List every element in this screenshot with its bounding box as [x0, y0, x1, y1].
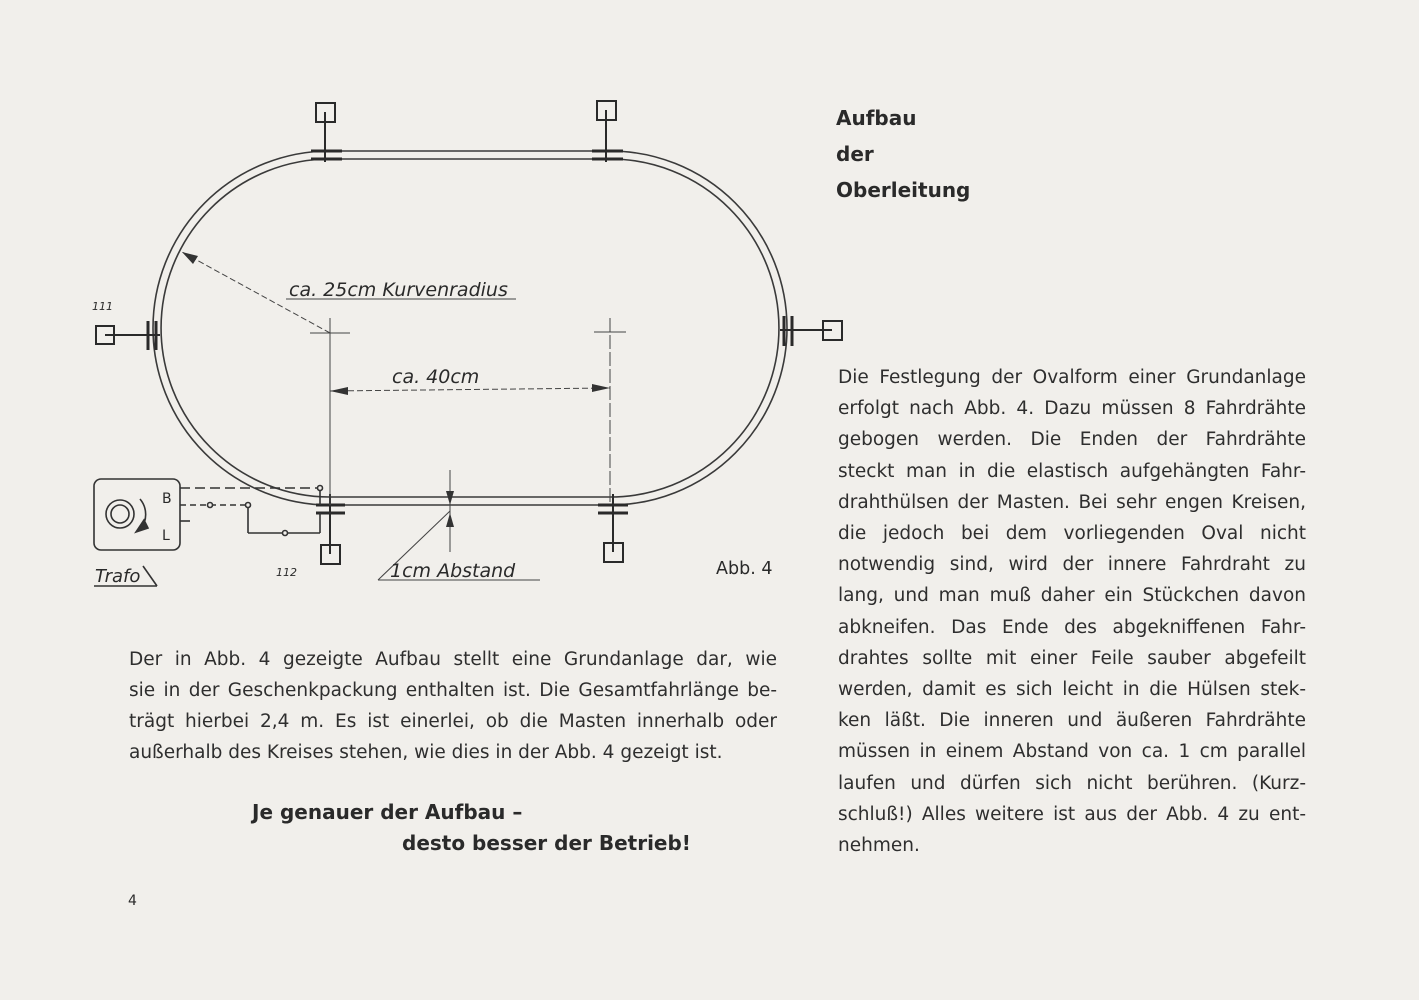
text-line: werden, damit es sich leicht in die Hülsen stek-	[838, 679, 1306, 701]
text-line: die jedoch bei dem vorliegenden Oval nicht	[838, 523, 1306, 545]
text-line: außerhalb des Kreises stehen, wie dies in der Abb. 4 gezeigt ist.	[129, 742, 723, 763]
text-line: schluß!) Alles weitere ist aus der Abb. 4 zu ent-	[838, 803, 1306, 825]
text-line: laufen und dürfen sich nicht berühren. (Kurz-	[838, 772, 1306, 794]
heading-line: Oberleitung	[836, 178, 971, 202]
gap-label: 1cm Abstand	[390, 560, 516, 582]
text-line: ken läßt. Die inneren und äußeren Fahrdrähte	[838, 710, 1306, 732]
text-line: nehmen.	[838, 835, 920, 857]
text-line: drahthülsen der Masten. Bei sehr engen Kreisen,	[838, 491, 1306, 513]
radius-label: ca. 25cm Kurvenradius	[289, 279, 508, 301]
text-line: trägt hierbei 2,4 m. Es ist einerlei, ob die Masten innerhalb oder	[129, 711, 777, 732]
distance-label: ca. 40cm	[392, 366, 480, 388]
mast-bottom-right	[598, 494, 628, 562]
trafo-label: Trafo	[95, 566, 141, 587]
motto-line-2: desto besser der Betrieb!	[402, 831, 691, 855]
section-heading	[836, 100, 970, 208]
right-paragraph	[838, 362, 1306, 861]
text-line: sie in der Geschenkpackung enthalten ist. Die Gesamtfahrlänge be-	[129, 680, 777, 701]
heading-line: Aufbau	[836, 106, 917, 130]
text-line: lang, und man muß daher ein Stückchen davon	[838, 585, 1306, 607]
text-line: abkneifen. Das Ende des abgekniffenen Fahr-	[838, 616, 1306, 638]
text-line: Der in Abb. 4 gezeigte Aufbau stellt eine Grundanlage dar, wie	[129, 649, 777, 670]
text-line: gebogen werden. Die Enden der Fahrdrähte	[838, 429, 1306, 451]
inner-wire	[161, 159, 779, 497]
mast-top-left	[311, 103, 342, 162]
text-line: steckt man in die elastisch aufgehängten Fahr-	[838, 460, 1306, 482]
text-line: müssen in einem Abstand von ca. 1 cm parallel	[838, 741, 1306, 763]
masts	[96, 101, 842, 564]
mast-label-112: 112	[276, 566, 297, 579]
text-line: erfolgt nach Abb. 4. Dazu müssen 8 Fahrdrähte	[838, 398, 1306, 420]
page-number: 4	[128, 893, 137, 909]
mast-right	[780, 316, 842, 346]
motto-line-1: Je genauer der Aufbau –	[252, 800, 523, 824]
text-line: drahtes sollte mit einer Feile sauber abgefeilt	[838, 647, 1306, 669]
mast-left	[96, 321, 160, 350]
terminal-b-label: B	[162, 491, 172, 507]
text-line: notwendig sind, wird der innere Fahrdraht zu	[838, 554, 1306, 576]
text-line: Die Festlegung der Ovalform einer Grundanlage	[838, 367, 1306, 388]
mast-label-111: 111	[92, 300, 113, 313]
mast-top-right	[592, 101, 623, 162]
terminal-l-label: L	[162, 528, 170, 544]
outer-wire	[153, 151, 787, 505]
figure-caption: Abb. 4	[716, 559, 773, 579]
left-paragraph	[129, 644, 777, 768]
heading-line: der	[836, 142, 874, 166]
